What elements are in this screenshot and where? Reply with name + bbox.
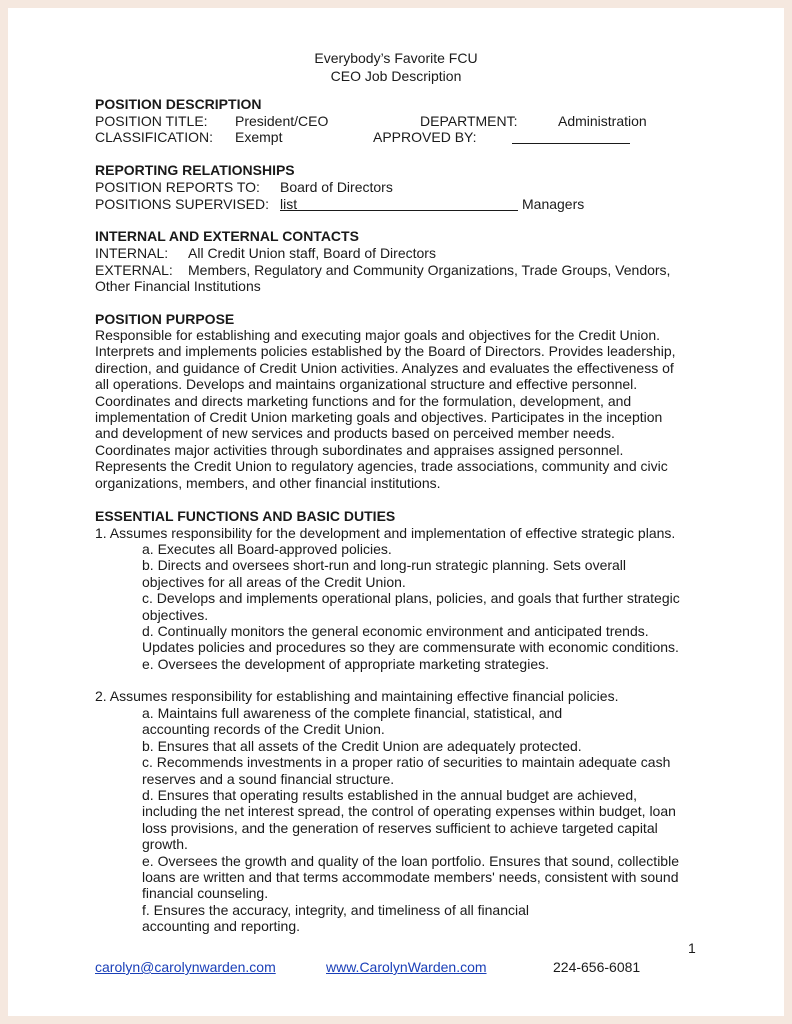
positions-supervised-label: POSITIONS SUPERVISED: bbox=[95, 196, 270, 212]
duty-subitem-line: financial counseling. bbox=[142, 885, 269, 902]
purpose-line: Represents the Credit Union to regulatory agencies, trade associations, community and civic bbox=[95, 458, 668, 475]
section-heading-position-description: POSITION DESCRIPTION bbox=[95, 96, 262, 112]
duty-subitem-line: e. Oversees the development of appropriate marketing strategies. bbox=[142, 655, 549, 672]
document-title: CEO Job Description bbox=[330, 68, 462, 84]
internal-label: INTERNAL: bbox=[95, 245, 169, 261]
positions-supervised-suffix: Managers bbox=[522, 196, 585, 212]
duty-subitem-line: f. Ensures the accuracy, integrity, and timeliness of all financial bbox=[142, 901, 529, 918]
duty-subitem-line: a. Maintains full awareness of the complete financial, statistical, and bbox=[142, 705, 563, 721]
reports-to-value: Board of Directors bbox=[280, 179, 393, 195]
positions-supervised-line bbox=[280, 196, 518, 212]
purpose-line: Coordinates and directs marketing functions and for the formulation, development, and bbox=[95, 392, 632, 409]
purpose-line: implementation of Credit Union marketing goals and objectives. Participates in the inception bbox=[95, 409, 663, 426]
duty-subitem-line: loans are written and that terms accommodate members' needs, consistent with sound bbox=[142, 869, 679, 886]
duty-subitem-line: accounting records of the Credit Union. bbox=[142, 721, 385, 738]
duty-subitem-line: b. Ensures that all assets of the Credit Union are adequately protected. bbox=[142, 737, 582, 754]
footer-email-link[interactable]: carolyn@carolynwarden.com bbox=[95, 959, 276, 975]
purpose-line: all operations. Develops and maintains organizational structure and effective personnel. bbox=[95, 376, 638, 393]
purpose-line: and development of new services and products based on perceived member needs. bbox=[95, 425, 615, 442]
external-value-continued: Other Financial Institutions bbox=[95, 278, 261, 294]
classification-label: CLASSIFICATION: bbox=[95, 129, 213, 145]
department-value: Administration bbox=[558, 113, 647, 129]
duty-item-1: 1. Assumes responsibility for the development and implementation of effective strategic plans. bbox=[95, 525, 676, 541]
duty-subitem-line: d. Continually monitors the general economic environment and anticipated trends. bbox=[142, 623, 649, 640]
position-title-value: President/CEO bbox=[235, 113, 329, 129]
department-label: DEPARTMENT: bbox=[420, 113, 518, 129]
positions-supervised-value: list bbox=[280, 196, 298, 212]
duty-subitem-line: e. Oversees the growth and quality of the loan portfolio. Ensures that sound, collectible bbox=[142, 852, 679, 869]
duty-subitem-line: reserves and a sound financial structure. bbox=[142, 770, 395, 787]
duty-subitem-line: loss provisions, and the generation of reserves sufficient to achieve targeted capital bbox=[142, 819, 658, 836]
internal-value: All Credit Union staff, Board of Directors bbox=[188, 245, 436, 261]
section-heading-duties: ESSENTIAL FUNCTIONS AND BASIC DUTIES bbox=[95, 508, 396, 524]
section-heading-reporting: REPORTING RELATIONSHIPS bbox=[95, 162, 295, 178]
purpose-line: Responsible for establishing and executing major goals and objectives for the Credit Union. bbox=[95, 327, 660, 343]
purpose-paragraph bbox=[95, 327, 695, 491]
footer-website-link[interactable]: www.CarolynWarden.com bbox=[326, 959, 487, 975]
duty-subitem-line: a. Executes all Board-approved policies. bbox=[142, 541, 392, 557]
reports-to-label: POSITION REPORTS TO: bbox=[95, 179, 260, 195]
purpose-line: direction, and guidance of Credit Union activities. Analyzes and evaluates the effectiveness of bbox=[95, 359, 674, 376]
duty-item-2-subitems bbox=[142, 705, 702, 935]
position-title-label: POSITION TITLE: bbox=[95, 113, 208, 129]
external-label: EXTERNAL: bbox=[95, 262, 173, 278]
footer-phone: 224-656-6081 bbox=[553, 959, 641, 975]
purpose-line: Interprets and implements policies established by the Board of Directors. Provides leadership, bbox=[95, 343, 676, 360]
duty-item-2: 2. Assumes responsibility for establishing and maintaining effective financial policies. bbox=[95, 688, 619, 704]
purpose-line: organizations, members, and other financial institutions. bbox=[95, 474, 441, 491]
purpose-line: Coordinates major activities through subordinates and appraises assigned personnel. bbox=[95, 441, 624, 458]
org-name: Everybody’s Favorite FCU bbox=[314, 50, 478, 66]
duty-subitem-line: objectives for all areas of the Credit Union. bbox=[142, 573, 406, 590]
section-heading-purpose: POSITION PURPOSE bbox=[95, 311, 235, 327]
page-number: 1 bbox=[688, 940, 696, 956]
duty-subitem-line: d. Ensures that operating results established in the annual budget are achieved, bbox=[142, 787, 637, 804]
duty-subitem-line: c. Develops and implements operational plans, policies, and goals that further strategic bbox=[142, 590, 680, 607]
classification-value: Exempt bbox=[235, 129, 283, 145]
duty-item-1-subitems bbox=[142, 541, 702, 672]
approved-by-label: APPROVED BY: bbox=[373, 129, 477, 145]
approved-by-signature-line bbox=[512, 129, 630, 147]
duty-subitem-line: accounting and reporting. bbox=[142, 918, 300, 935]
duty-subitem-line: objectives. bbox=[142, 606, 209, 623]
duty-subitem-line: Updates policies and procedures so they are commensurate with economic conditions. bbox=[142, 639, 679, 656]
duty-subitem-line: including the net interest spread, the control of operating expenses within budget, loan bbox=[142, 803, 676, 820]
duty-subitem-line: growth. bbox=[142, 836, 188, 853]
duty-subitem-line: c. Recommends investments in a proper ratio of securities to maintain adequate cash bbox=[142, 754, 671, 771]
duty-subitem-line: b. Directs and oversees short-run and long-run strategic planning. Sets overall bbox=[142, 557, 627, 574]
section-heading-contacts: INTERNAL AND EXTERNAL CONTACTS bbox=[95, 228, 359, 244]
external-value: Members, Regulatory and Community Organizations, Trade Groups, Vendors, bbox=[188, 262, 671, 278]
